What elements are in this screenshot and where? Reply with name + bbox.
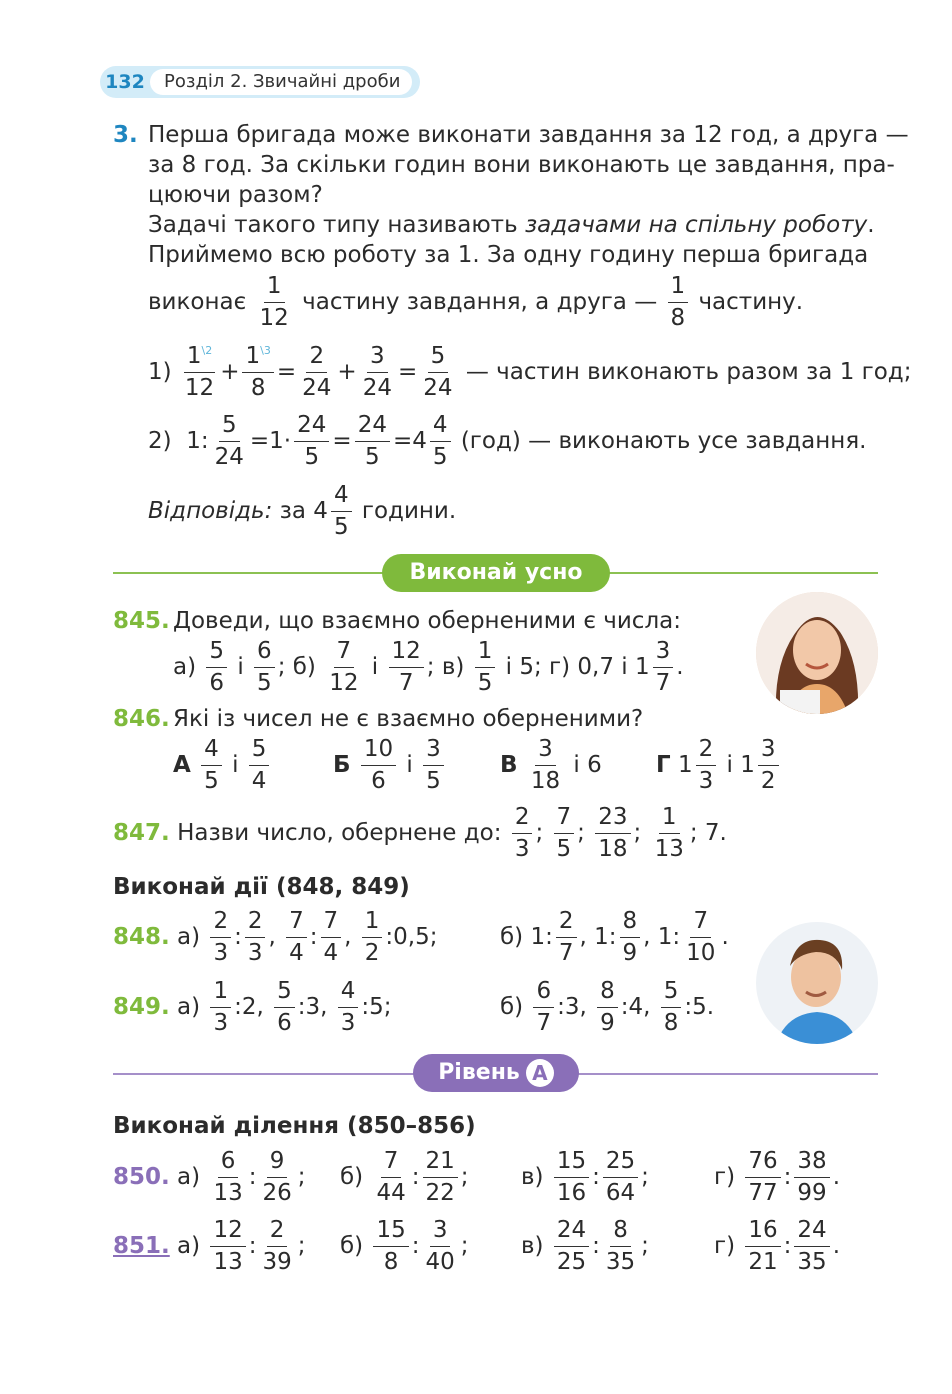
exercise-848-b: б) 1: $\frac{2}{7}$ , 1: $\frac{8}{9}$ , 1: $\frac{7}{10}$ . bbox=[500, 908, 729, 966]
exercise-849-a: 849. а) $\frac{1}{3}$ :2, $\frac{5}{6}$ :3, $\frac{4}{3}$ :5; bbox=[113, 978, 392, 1036]
exercise-851-b: б) $\frac{15}{8}$ : $\frac{3}{40}$ ; bbox=[340, 1217, 469, 1275]
option-a: А $\frac{4}{5}$ і $\frac{5}{4}$ bbox=[173, 738, 272, 793]
answer: Відповідь: за 4 $\frac{4}{5}$ години. bbox=[148, 482, 457, 540]
exercise-851: 851. а) $\frac{12}{13}$ : $\frac{2}{39}$ ; bbox=[113, 1217, 306, 1275]
exercise-851-link[interactable]: 851. bbox=[113, 1233, 170, 1259]
task-text-line: за 8 год. За скільки годин вони виконають це завдання, пра- bbox=[148, 152, 895, 178]
option-g: Г 1 $\frac{2}{3}$ і 1 $\frac{3}{2}$ bbox=[656, 738, 782, 793]
exercise-847: 847. Назви число, обернене до: $\frac{2}{3}$ ; $\frac{7}{5}$ ; $\frac{23}{18}$ ; $\frac{1}{13}$ ; 7. bbox=[113, 804, 727, 862]
exercise-851-v: в) $\frac{24}{25}$ : $\frac{8}{35}$ ; bbox=[521, 1217, 649, 1275]
subheading: Виконай дії (848, 849) bbox=[113, 874, 410, 900]
section-title-level: Рівень А bbox=[413, 1054, 579, 1092]
task-text-line: виконає $\frac{1}{12}$ частину завдання, а друга — $\frac{1}{8}$ частину. bbox=[148, 273, 804, 331]
solution-step-2: 2) 1: $\frac{5}{24}$ =1· $\frac{24}{5}$ = $\frac{24}{5}$ =4 $\frac{4}{5}$ (год) — виконають усе завдання. bbox=[148, 412, 867, 470]
fraction: $\frac{1}{12}$ bbox=[259, 273, 289, 331]
exercise-text: Які із чисел не є взаємно оберненими? bbox=[173, 706, 644, 732]
boy-photo bbox=[756, 922, 878, 1044]
exercise-number: 845. bbox=[113, 608, 170, 634]
subheading: Виконай ділення (850–856) bbox=[113, 1113, 476, 1139]
option-b: Б $\frac{10}{6}$ і $\frac{3}{5}$ bbox=[333, 738, 447, 793]
solution-step-1: 1) $\frac{1^{\backslash 2}}{12}$ + $\frac{1^{\backslash 3}}{8}$ = $\frac{2}{24}$ + $\frac{3}{24}$ = $\frac{5}{24}$ — частин виконають разом за 1 год; bbox=[148, 343, 912, 401]
exercise-items: а) $\frac{5}{6}$ і $\frac{6}{5}$ ; б) $\frac{7}{12}$ і $\frac{12}{7}$ ; в) $\frac{1}{5}$ і 5; г) 0,7 і 1 $\frac{3}{7}$ . bbox=[173, 638, 684, 696]
option-v: В $\frac{3}{18}$ і 6 bbox=[500, 736, 602, 794]
exercise-850: 850. а) $\frac{6}{13}$ : $\frac{9}{26}$ ; bbox=[113, 1148, 306, 1206]
exercise-850-v: в) $\frac{15}{16}$ : $\frac{25}{64}$ ; bbox=[521, 1148, 649, 1206]
fraction: $\frac{1}{8}$ bbox=[668, 275, 689, 330]
task-text-line: цюючи разом? bbox=[148, 182, 323, 208]
exercise-848-a: 848. а) $\frac{2}{3}$ : $\frac{2}{3}$ , $\frac{7}{4}$ : $\frac{7}{4}$ , $\frac{1}{2}$ :0,5; bbox=[113, 908, 438, 966]
exercise-851-g: г) $\frac{16}{21}$ : $\frac{24}{35}$ . bbox=[714, 1217, 840, 1275]
exercise-849-b: б) $\frac{6}{7}$ :3, $\frac{8}{9}$ :4, $\frac{5}{8}$ :5. bbox=[500, 978, 715, 1036]
exercise-850-b: б) $\frac{7}{44}$ : $\frac{21}{22}$ ; bbox=[340, 1148, 469, 1206]
section-title-oral: Виконай усно bbox=[382, 554, 610, 592]
page-header bbox=[100, 66, 420, 98]
task-text-line: Приймемо всю роботу за 1. За одну годину перша бригада bbox=[148, 242, 869, 268]
exercise-text: Доведи, що взаємно оберненими є числа: bbox=[173, 608, 681, 634]
girl-photo bbox=[756, 592, 878, 714]
task-text-line: Перша бригада може виконати завдання за 12 год, а друга — bbox=[148, 122, 909, 148]
page-number: 132 bbox=[105, 71, 145, 93]
task-text-line: Задачі такого типу називають задачами на спільну роботу. bbox=[148, 212, 875, 238]
exercise-number: 846. bbox=[113, 706, 170, 732]
task-number: 3. bbox=[113, 122, 138, 148]
exercise-850-g: г) $\frac{76}{77}$ : $\frac{38}{99}$ . bbox=[714, 1148, 840, 1206]
chapter-title: Розділ 2. Звичайні дроби bbox=[150, 69, 412, 95]
